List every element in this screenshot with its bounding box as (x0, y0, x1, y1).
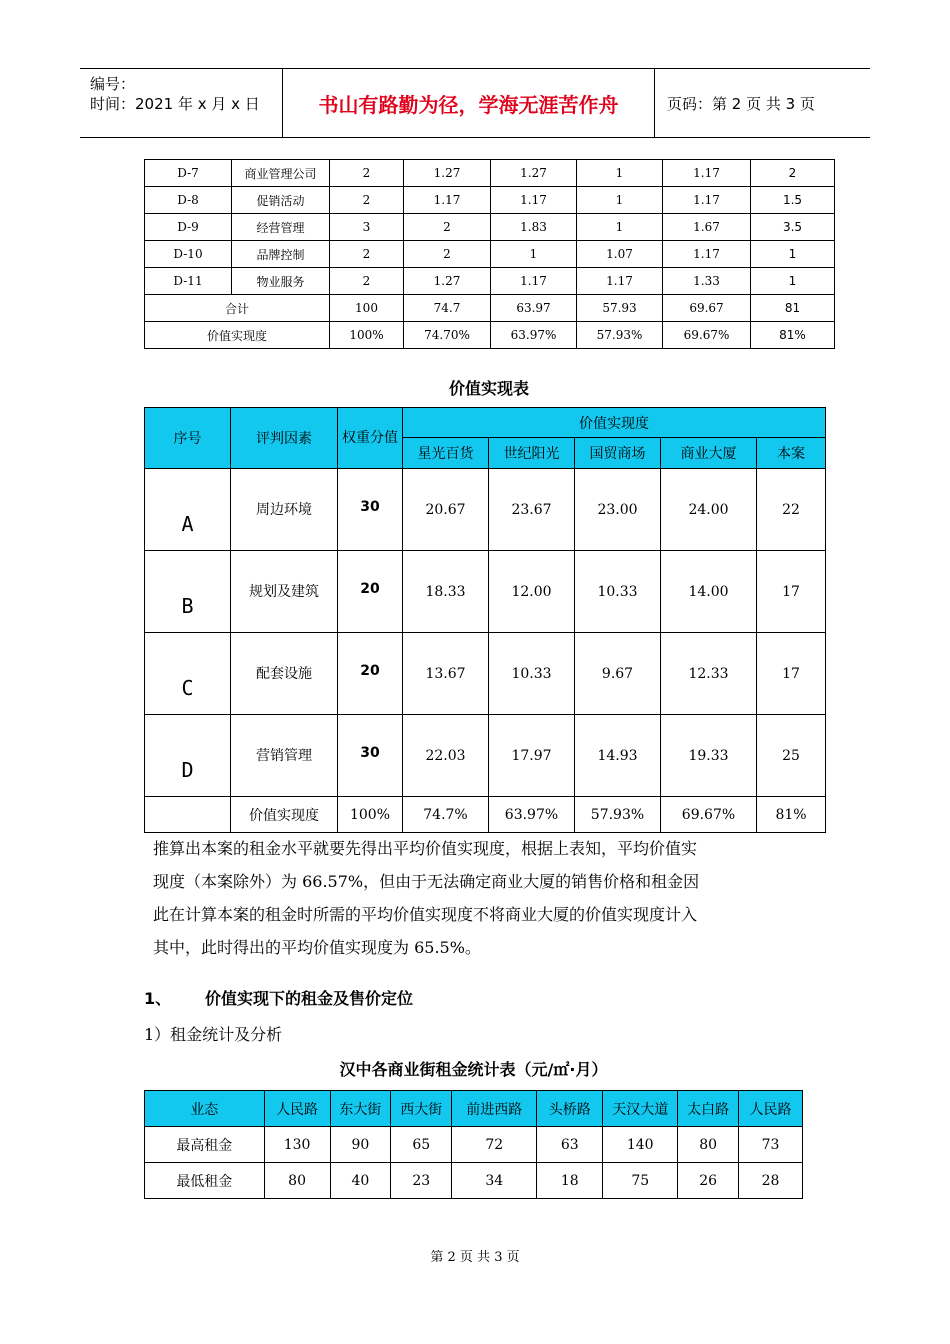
header-no: 序号 (145, 408, 231, 469)
table-cell: 63.97 (491, 295, 577, 322)
table-cell: 90 (330, 1127, 391, 1163)
table-cell: 3 (330, 214, 404, 241)
page-header (80, 68, 870, 138)
table-cell: 73 (739, 1127, 803, 1163)
table-cell: 物业服务 (232, 268, 330, 295)
table-cell: D-8 (145, 187, 232, 214)
subsection-title: 1）租金统计及分析 (144, 1025, 283, 1044)
table-row (145, 469, 826, 551)
value-cell: 19.33 (661, 715, 757, 797)
total-row (145, 295, 835, 322)
value-cell: 17 (757, 551, 826, 633)
table-row (145, 551, 826, 633)
table-cell: 140 (603, 1127, 678, 1163)
realization-row (145, 322, 835, 349)
weight-cell: 20 (338, 551, 403, 633)
value-cell: 22 (757, 469, 826, 551)
table-cell: D-7 (145, 160, 232, 187)
section-number: 1、 (144, 989, 172, 1008)
table-cell: 63.97% (491, 322, 577, 349)
header-cell: 人民路 (264, 1091, 330, 1127)
realization-row (145, 797, 826, 833)
table-cell: 1.17 (577, 268, 663, 295)
header-motto-cell (283, 69, 655, 137)
header-cell: 西大街 (391, 1091, 452, 1127)
table-cell: 1 (751, 268, 835, 295)
value-cell: 17.97 (489, 715, 575, 797)
table-row (145, 715, 826, 797)
table-row (145, 160, 835, 187)
value-cell: 10.33 (575, 551, 661, 633)
table-cell: 商业管理公司 (232, 160, 330, 187)
table-cell: 72 (452, 1127, 537, 1163)
table-cell: 18 (537, 1163, 603, 1199)
factor-cell: 配套设施 (231, 633, 338, 715)
table-cell: 1.83 (491, 214, 577, 241)
table-cell: 69.67 (663, 295, 751, 322)
table-cell: 80 (264, 1163, 330, 1199)
table-cell: 28 (739, 1163, 803, 1199)
table-cell: 1 (577, 160, 663, 187)
header-cell: 头桥路 (537, 1091, 603, 1127)
table-row (145, 268, 835, 295)
weight-cell: 30 (338, 469, 403, 551)
table-row (145, 187, 835, 214)
table-row (145, 633, 826, 715)
analysis-paragraph (153, 832, 813, 964)
table-cell: 2 (751, 160, 835, 187)
value-cell: 14.93 (575, 715, 661, 797)
table-cell: 1.27 (404, 268, 491, 295)
value-cell: 57.93% (575, 797, 661, 833)
table-cell: 74.70% (404, 322, 491, 349)
motto: 书山有路勤为径，学海无涯苦作舟 (318, 92, 619, 117)
table-cell: 81 (751, 295, 835, 322)
table-cell: 最低租金 (145, 1163, 265, 1199)
value-realization-table (144, 407, 826, 833)
value-cell: 23.67 (489, 469, 575, 551)
header-cell: 业态 (145, 1091, 265, 1127)
value-table-caption: 价值实现表 (448, 379, 529, 398)
value-cell: 81% (757, 797, 826, 833)
table-cell: 2 (404, 214, 491, 241)
table-cell: 1.07 (577, 241, 663, 268)
weight-cell: 30 (338, 715, 403, 797)
table-cell: 40 (330, 1163, 391, 1199)
weight-cell: 20 (338, 633, 403, 715)
table-cell: 1.27 (404, 160, 491, 187)
table-cell: 1 (491, 241, 577, 268)
header-col: 星光百货 (403, 438, 489, 469)
value-cell: 18.33 (403, 551, 489, 633)
table-cell: 75 (603, 1163, 678, 1199)
value-cell: 25 (757, 715, 826, 797)
table-cell: 1.17 (491, 268, 577, 295)
factor-cell: 价值实现度 (231, 797, 338, 833)
page-label: 页码：第 2 页 共 3 页 (667, 94, 815, 113)
header-cell: 前进西路 (452, 1091, 537, 1127)
score-detail-table (144, 159, 835, 349)
table-row (145, 241, 835, 268)
table-cell: 1.17 (663, 160, 751, 187)
value-cell: 24.00 (661, 469, 757, 551)
header-group: 价值实现度 (403, 408, 826, 438)
time-label: 时间：2021 年 x 月 x 日 (90, 95, 260, 113)
table-cell: 2 (330, 160, 404, 187)
table-cell: 1 (751, 241, 835, 268)
value-cell: 13.67 (403, 633, 489, 715)
value-cell: 63.97% (489, 797, 575, 833)
value-cell: 12.33 (661, 633, 757, 715)
header-col: 世纪阳光 (489, 438, 575, 469)
empty-cell (145, 797, 231, 833)
table-cell: 1 (577, 187, 663, 214)
header-col: 国贸商场 (575, 438, 661, 469)
table-cell: 1.17 (663, 241, 751, 268)
header-cell: 东大街 (330, 1091, 391, 1127)
paragraph-line: 现度（本案除外）为 66.57%，但由于无法确定商业大厦的销售价格和租金因 (153, 872, 700, 891)
paragraph-line: 其中，此时得出的平均价值实现度为 65.5%。 (153, 938, 481, 957)
row-id: B (145, 551, 231, 633)
row-label: 合计 (145, 295, 330, 322)
header-row (145, 1091, 803, 1127)
table-cell: 1.17 (663, 187, 751, 214)
table-cell: D-10 (145, 241, 232, 268)
table-cell: 品牌控制 (232, 241, 330, 268)
table-cell: 100% (330, 322, 404, 349)
table-cell: 81% (751, 322, 835, 349)
table-row (145, 1127, 803, 1163)
table-cell: 经营管理 (232, 214, 330, 241)
weight-cell: 100% (338, 797, 403, 833)
table-cell: 130 (264, 1127, 330, 1163)
header-weight: 权重分值 (338, 408, 403, 469)
value-cell: 23.00 (575, 469, 661, 551)
table-cell: D-11 (145, 268, 232, 295)
rent-statistics-table (144, 1090, 803, 1199)
header-cell: 太白路 (678, 1091, 739, 1127)
header-cell: 人民路 (739, 1091, 803, 1127)
row-id: C (145, 633, 231, 715)
table-cell: 2 (330, 187, 404, 214)
table-cell: 最高租金 (145, 1127, 265, 1163)
value-cell: 14.00 (661, 551, 757, 633)
table-cell: 74.7 (404, 295, 491, 322)
table-cell: 1.33 (663, 268, 751, 295)
table-cell: 2 (330, 241, 404, 268)
paragraph-line: 推算出本案的租金水平就要先得出平均价值实现度，根据上表知，平均价值实 (153, 839, 698, 858)
table-cell: 23 (391, 1163, 452, 1199)
table-cell: 促销活动 (232, 187, 330, 214)
table-cell: D-9 (145, 214, 232, 241)
value-cell: 20.67 (403, 469, 489, 551)
table-cell: 1.27 (491, 160, 577, 187)
number-label: 编号： (90, 75, 136, 93)
factor-cell: 周边环境 (231, 469, 338, 551)
header-page-cell (655, 69, 870, 137)
table-cell: 1 (577, 214, 663, 241)
value-cell: 69.67% (661, 797, 757, 833)
table-cell: 57.93 (577, 295, 663, 322)
table-row (145, 214, 835, 241)
header-col: 商业大厦 (661, 438, 757, 469)
header-col: 本案 (757, 438, 826, 469)
table-cell: 100 (330, 295, 404, 322)
table-cell: 2 (404, 241, 491, 268)
value-cell: 22.03 (403, 715, 489, 797)
row-id: A (145, 469, 231, 551)
table-cell: 1.17 (491, 187, 577, 214)
row-label: 价值实现度 (145, 322, 330, 349)
table-cell: 1.17 (404, 187, 491, 214)
table-cell: 1.5 (751, 187, 835, 214)
table-cell: 80 (678, 1127, 739, 1163)
value-cell: 10.33 (489, 633, 575, 715)
value-cell: 74.7% (403, 797, 489, 833)
table-cell: 34 (452, 1163, 537, 1199)
table-cell: 69.67% (663, 322, 751, 349)
page-footer: 第 2 页 共 3 页 (430, 1250, 520, 1265)
value-cell: 12.00 (489, 551, 575, 633)
value-cell: 9.67 (575, 633, 661, 715)
table-cell: 57.93% (577, 322, 663, 349)
table-row (145, 1163, 803, 1199)
rent-table-caption: 汉中各商业街租金统计表（元/㎡·月） (339, 1060, 608, 1079)
header-meta-cell (80, 69, 283, 137)
table-cell: 65 (391, 1127, 452, 1163)
table-cell: 3.5 (751, 214, 835, 241)
factor-cell: 规划及建筑 (231, 551, 338, 633)
section-title: 价值实现下的租金及售价定位 (205, 989, 414, 1008)
header-cell: 天汉大道 (603, 1091, 678, 1127)
row-id: D (145, 715, 231, 797)
table-cell: 26 (678, 1163, 739, 1199)
table-cell: 63 (537, 1127, 603, 1163)
table-cell: 2 (330, 268, 404, 295)
paragraph-line: 此在计算本案的租金时所需的平均价值实现度不将商业大厦的价值实现度计入 (153, 905, 698, 924)
value-cell: 17 (757, 633, 826, 715)
table-cell: 1.67 (663, 214, 751, 241)
factor-cell: 营销管理 (231, 715, 338, 797)
header-factor: 评判因素 (231, 408, 338, 469)
